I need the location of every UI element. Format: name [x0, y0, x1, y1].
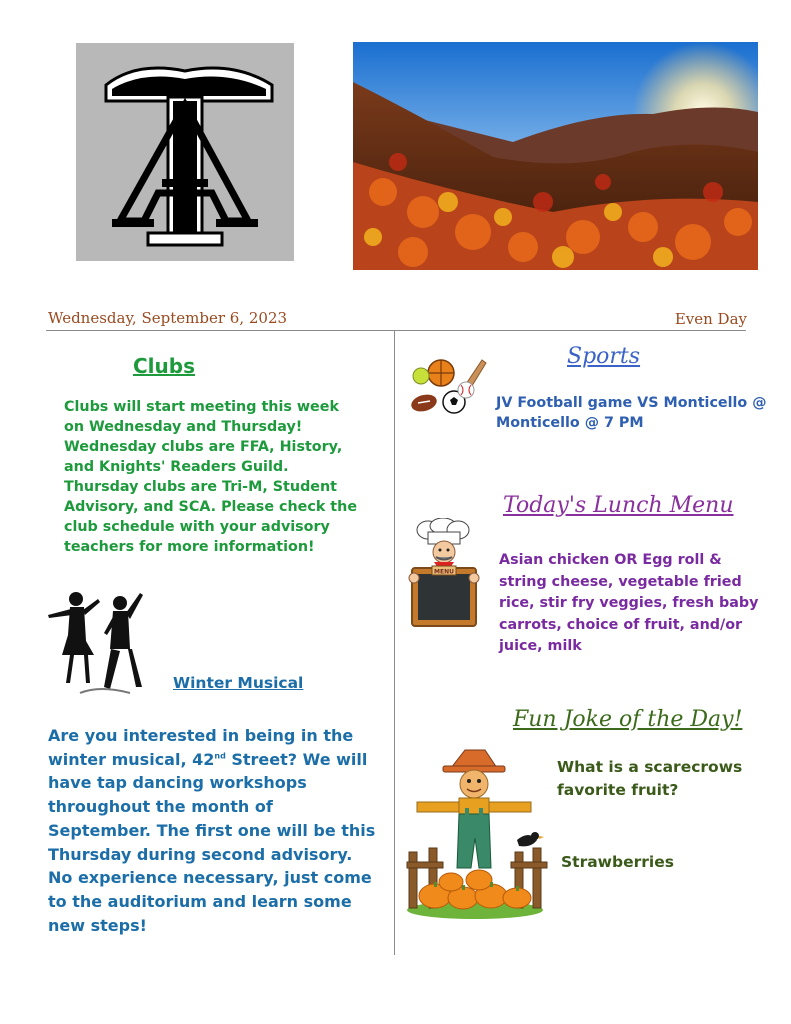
musical-text-ordinal: nd: [214, 751, 226, 761]
joke-question: What is a scarecrows favorite fruit?: [557, 758, 743, 799]
day-type-label: Even Day: [674, 310, 747, 328]
joke-heading: Fun Joke of the Day!: [513, 707, 743, 732]
lunch-menu-heading: Today's Lunch Menu: [503, 493, 734, 518]
sports-balls-icon: [410, 358, 488, 422]
musical-text-part-1: Are you interested in being in the winter musical, 42: [48, 726, 354, 769]
scarecrow-icon: [405, 748, 555, 920]
joke-answer: Strawberries: [561, 853, 674, 871]
winter-musical-text: [48, 724, 378, 937]
dancers-icon: [40, 583, 160, 703]
sports-heading: Sports: [567, 344, 641, 369]
autumn-landscape-photo: [353, 42, 758, 270]
lunch-menu-text: Asian chicken OR Egg roll & string cheese, vegetable fried rice, stir fry veggies, fresh baby carrots, choice of fruit, and/or juice, milk: [499, 552, 759, 654]
school-logo: [76, 43, 294, 261]
winter-musical-heading: Winter Musical: [173, 674, 304, 692]
newsletter-date: Wednesday, September 6, 2023: [48, 309, 288, 327]
chef-menu-icon: [406, 518, 481, 630]
musical-text-part-2: Street? We will have tap dancing workshops throughout the month of September. The first one will be this Thursday during second advisory. No experience necessary, just come to the auditorium and learn some new steps!: [48, 749, 376, 935]
menu-sign-label: MENU: [434, 568, 454, 576]
logo-letters-graphic: [106, 68, 272, 245]
column-divider: [394, 331, 395, 955]
clubs-text: Clubs will start meeting this week on Wednesday and Thursday! Wednesday clubs are FFA, History, and Knights' Readers Guild. Thursday clubs are Tri-M, Student Advisory, and SCA. Please check the club schedule with your advisory teachers for more information!: [64, 399, 358, 555]
sports-text: JV Football game VS Monticello @ Monticello @ 7 PM: [496, 395, 767, 431]
header-divider: [46, 330, 746, 331]
clubs-heading: Clubs: [133, 354, 195, 378]
